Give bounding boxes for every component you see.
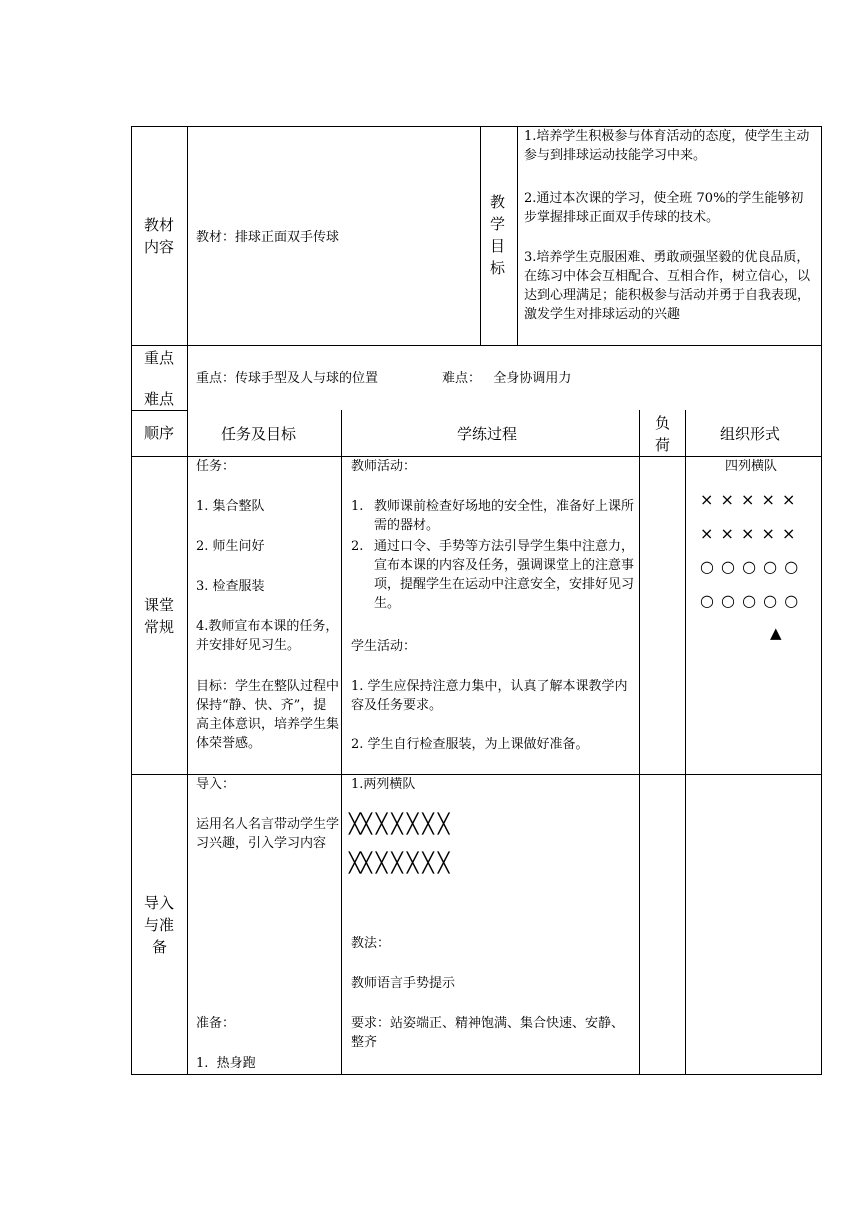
header-load-line1: 负 [655, 414, 671, 432]
teacher-item-2-text: 通过口令、手势等方法引导学生集中注意力，宣布本课的内容及任务，强调课堂上的注意事项，提醒学生在运动中注意安全，安排好见习生。 [374, 539, 635, 611]
rule-section2-bottom [131, 410, 187, 411]
goal-label-char: 教 [490, 193, 506, 211]
teacher-activity-title: 教师活动： [351, 459, 417, 474]
teacher-item-2-num: 2. [351, 539, 364, 554]
header-org: 组织形式 [720, 425, 781, 443]
rule-right [821, 126, 822, 1075]
student-activity-title: 学生活动： [351, 639, 417, 654]
prep-title: 准备： [196, 1016, 236, 1031]
requirement: 要求：站姿端正、精神饱满、集合快速、安静、整齐 [351, 1016, 625, 1050]
header-process: 学练过程 [457, 425, 518, 443]
intro-text: 运用名人名言带动学生学习兴趣，引入学习内容 [196, 817, 340, 851]
student-item-1: 1. 学生应保持注意力集中，认真了解本课教学内容及任务要求。 [351, 679, 628, 713]
routine-task-4: 4.教师宣布本课的任务，并安排好见习生。 [196, 619, 339, 653]
header-load-line2: 荷 [655, 436, 671, 454]
section1-label-line2: 内容 [144, 238, 175, 256]
rule-col4 [685, 410, 686, 1075]
routine-task-1: 1. 集合整队 [196, 499, 265, 514]
goal-label-char: 目 [490, 237, 506, 255]
intro-title: 导入： [196, 777, 236, 792]
header-task: 任务及目标 [221, 425, 297, 443]
rule-table-bottom [131, 1074, 822, 1075]
teacher-item-1-num: 1. [351, 499, 364, 514]
intro-label-line3: 备 [152, 938, 168, 956]
org-row-circles-2: ○ ○ ○ ○ ○ [700, 591, 799, 610]
routine-label-line1: 课堂 [144, 596, 175, 614]
goal-label-char: 学 [490, 215, 506, 233]
method-title: 教法： [351, 936, 391, 951]
org-row-circles-1: ○ ○ ○ ○ ○ [700, 557, 799, 576]
rule-col1 [187, 126, 188, 1075]
goal-3: 3.培养学生克服困难、勇敢顽强坚毅的优良品质，在练习中体会互相配合、互相合作，树立信心，以达到心理满足；能积极参与活动并勇于自我表现，激发学生对排球运动的兴趣 [524, 250, 811, 322]
section2-label-line1: 重点 [144, 349, 175, 367]
difficulty: 难点： 全身协调用力 [442, 371, 572, 386]
org-row-students-1: × × × × × [700, 490, 796, 509]
rule-col3 [639, 410, 640, 1075]
intro-label-line1: 导入 [144, 894, 175, 912]
intro-label-line2: 与准 [144, 916, 175, 934]
routine-label-line2: 常规 [144, 618, 175, 636]
org-row-students-2: × × × × × [700, 524, 796, 543]
goal-1: 1.培养学生积极参与体育活动的态度，使学生主动参与到排球运动技能学习中来。 [524, 129, 810, 163]
goal-label [490, 191, 505, 279]
routine-task-2: 2. 师生问好 [196, 539, 265, 554]
section2-label-line2: 难点 [144, 390, 175, 408]
routine-task-3: 3. 检查服装 [196, 579, 265, 594]
section1-label-line1: 教材 [144, 216, 175, 234]
material-content: 教材：排球正面双手传球 [196, 230, 340, 245]
routine-goal: 目标：学生在整队过程中保持“静、快、齐”，提高主体意识，培养学生集体荣誉感。 [196, 679, 340, 751]
student-item-2: 2. 学生自行检查服装，为上课做好准备。 [351, 737, 589, 752]
rule-goal-right [517, 126, 518, 346]
rule-col2 [341, 410, 342, 1075]
formation-row-1: ╳╳ ╳ ╳ ╳ ╳ ╳ [349, 813, 450, 835]
teacher-position-icon: ▲ [770, 624, 782, 642]
teacher-item-1-text: 教师课前检查好场地的安全性，准备好上课所需的器材。 [374, 499, 635, 533]
org-title: 四列横队 [725, 459, 778, 474]
goal-label-char: 标 [490, 259, 506, 277]
rule-goal-left [480, 126, 481, 346]
rule-left [131, 126, 132, 1075]
prep-item: 1. 热身跑 [196, 1056, 256, 1071]
key-point: 重点：传球手型及人与球的位置 [196, 371, 379, 386]
formation-row-2: ╳╳ ╳ ╳ ╳ ╳ ╳ [349, 852, 450, 874]
header-order: 顺序 [144, 424, 175, 442]
rule-section1-bottom [131, 345, 822, 346]
routine-task-title: 任务： [196, 459, 236, 474]
method-text: 教师语言手势提示 [351, 976, 456, 991]
goal-2: 2.通过本次课的学习，使全班 70%的学生能够初步掌握排球正面双手传球的技术。 [524, 191, 804, 225]
formation-title: 1.两列横队 [351, 777, 416, 792]
